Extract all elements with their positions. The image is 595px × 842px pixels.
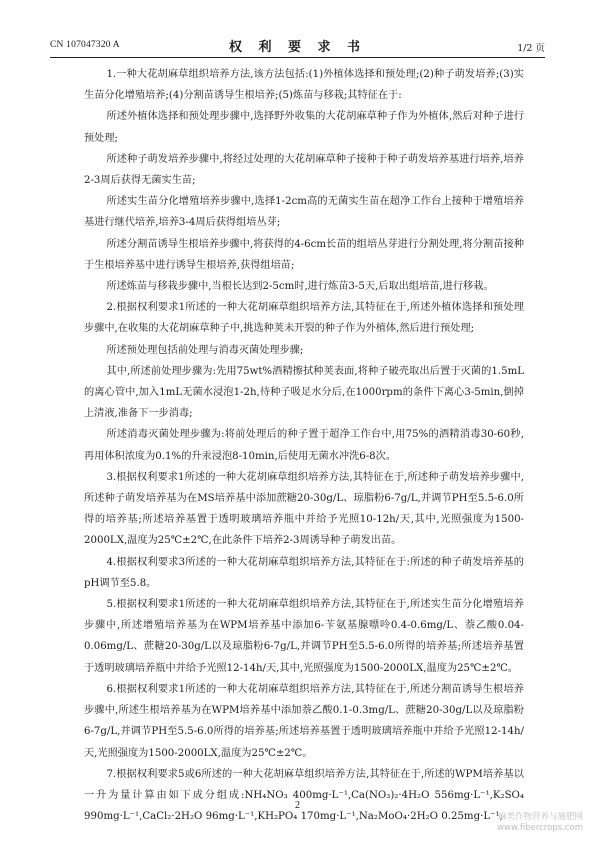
watermark-site-name: 麻类作物营养与施肥网 <box>497 812 583 822</box>
claim-1-germination: 所述种子萌发培养步骤中,将经过处理的大花胡麻草种子接种于种子萌发培养基进行培养,培养2-3周后获得无菌实生苗; <box>84 153 524 187</box>
patent-number: CN 107047320 A <box>50 40 120 50</box>
claim-3: 3.根据权利要求1所述的一种大花胡麻草组织培养方法,其特征在于,所述种子萌发培养步骤中,所述种子萌发培养基为在MS培养基中添加蔗糖20-30g/L、琼脂粉6-7g/L,并调节PH至5.5-6.0所得的培养基;所述培养基置于透明玻璃培养瓶中并给予光照10-12h/天,其中,光照强度为1500-2000LX,温度为25℃±2℃,在此条件下培养2-3周诱导种子萌发出苗。 <box>84 471 524 547</box>
claim-2-front-step: 其中,所述前处理步骤为:先用75wt%酒精擦拭种荚表面,将种子破壳取出后置于灭菌的1.5mL的离心管中,加入1mL无菌水浸泡1-2h,待种子吸足水分后,在1000rpm的条件下离心3-5min,倒掉上清液,准备下一步消毒; <box>84 365 524 420</box>
claim-1-transplant: 所述炼苗与移栽步骤中,当根长达到2-5cm时,进行炼苗3-5天,后取出组培苗,进行移栽。 <box>106 281 494 293</box>
claims-body <box>84 64 524 827</box>
claim-7: 7.根据权利要求5或6所述的一种大花胡麻草组织培养方法,其特征在于,所述的WPM培养基以一升为量计算由如下成分组成:NH₄NO₃ 400mg·L⁻¹,Ca(NO₃)₂·4H₂O 556mg·L⁻¹,K₂SO₄ 990mg·L⁻¹,CaCl₂·2H₂O 96mg·L⁻¹,KH₂PO₄ 170mg·L⁻¹,Na₂MoO₄·2H₂O 0.25mg·L⁻¹, <box>84 768 524 823</box>
site-watermark <box>497 812 583 834</box>
watermark-url: www.fibercrops.com <box>497 823 583 833</box>
claim-6: 6.根据权利要求1所述的一种大花胡麻草组织培养方法,其特征在于,所述分割苗诱导生根培养步骤中,所述生根培养基为在WPM培养基中添加萘乙酸0.1-0.3mg/L、蔗糖20-30g/L以及琼脂粉6-7g/L,并调节PH至5.5-6.0所得的培养基;所述培养基置于透明玻璃培养瓶中并给予光照12-14h/天,光照强度为1500-2000LX,温度为25℃±2℃。 <box>84 683 524 759</box>
claim-1-rooting: 所述分割苗诱导生根培养步骤中,将获得的4-6cm长苗的组培丛芽进行分割处理,将分割苗接种于生根培养基中进行诱导生根培养,获得组培苗; <box>84 238 524 271</box>
claim-2-sterilization: 所述消毒灭菌处理步骤为:将前处理后的种子置于超净工作台中,用75%的酒精消毒30-60秒,再用体积浓度为0.1%的升汞浸泡8-10min,后使用无菌水冲洗6-8次。 <box>84 429 524 462</box>
claim-2: 2.根据权利要求1所述的一种大花胡麻草组织培养方法,其特征在于,所述外植体选择和预处理步骤中,在收集的大花胡麻草种子中,挑选种荚未开裂的种子作为外植体,然后进行预处理; <box>84 302 524 335</box>
page-title: 权 利 要 求 书 <box>228 40 367 55</box>
claim-1-explant: 所述外植体选择和预处理步骤中,选择野外收集的大花胡麻草种子作为外植体,然后对种子进行预处理; <box>84 111 524 144</box>
page-indicator: 1/2 页 <box>517 43 545 54</box>
header-divider <box>50 57 545 58</box>
claim-1-proliferation: 所述实生苗分化增殖培养步骤中,选择1-2cm高的无菌实生苗在超净工作台上接种于增殖培养基进行继代培养,培养3-4周后获得组培丛芽; <box>84 196 524 229</box>
page-number: 2 <box>295 800 300 811</box>
claim-1-intro: 1.一种大花胡麻草组织培养方法,该方法包括:(1)外植体选择和预处理;(2)种子萌发培养;(3)实生苗分化增殖培养;(4)分割苗诱导生根培养;(5)炼苗与移栽;其特征在于: <box>84 69 524 102</box>
claim-5: 5.根据权利要求1所述的一种大花胡麻草组织培养方法,其特征在于,所述实生苗分化增殖培养步骤中,所述增殖培养基为在WPM培养基中添加6-苄氨基腺嘌呤0.4-0.6mg/L、萘乙酸0.04-0.06mg/L、蔗糖20-30g/L以及琼脂粉6-7g/L,并调节PH至5.5-6.0所得的培养基;所述培养基置于透明玻璃培养瓶中并给予光照12-14h/天,其中,光照强度为1500-2000LX,温度为25℃±2℃。 <box>84 599 524 674</box>
claim-4: 4.根据权利要求3所述的一种大花胡麻草组织培养方法,其特征在于:所述的种子萌发培养基的pH调节至5.8。 <box>84 556 524 589</box>
claim-2-pretreatment: 所述预处理包括前处理与消毒灭菌处理步骤; <box>106 344 304 356</box>
document-header <box>50 36 545 56</box>
